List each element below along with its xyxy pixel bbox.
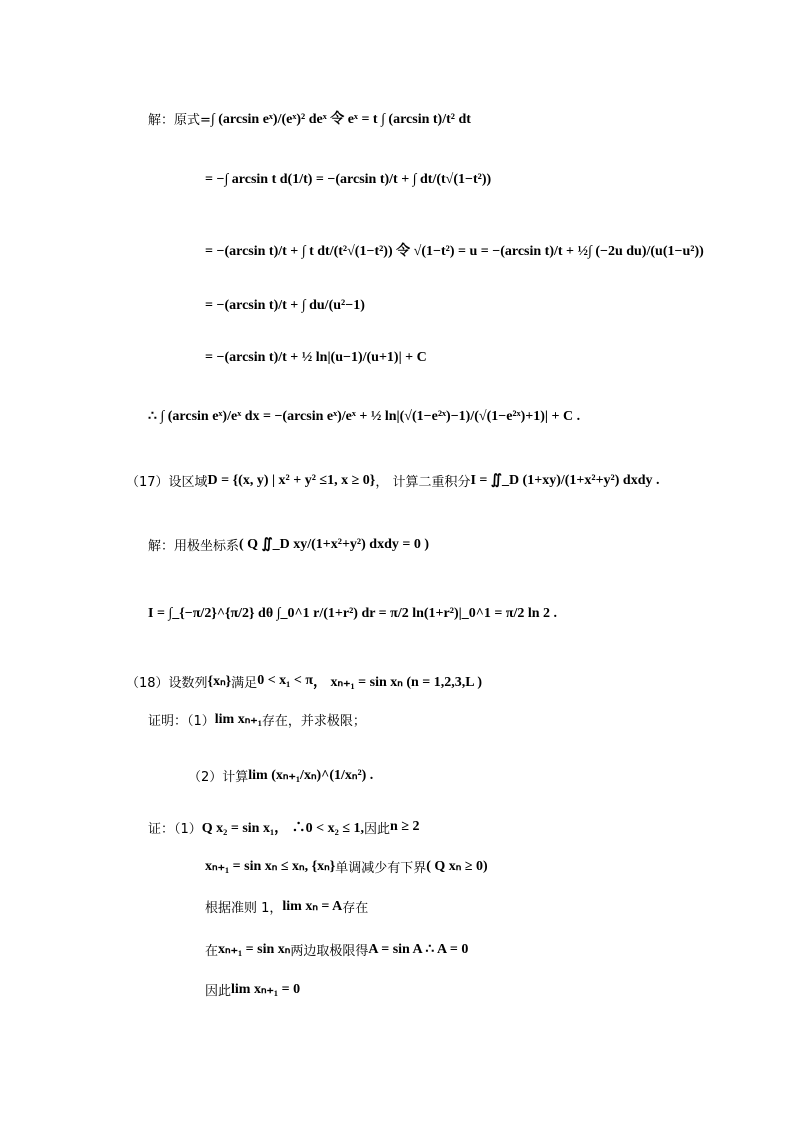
q18-proof-4: xₙ₊₁ = sin xₙ — [218, 942, 291, 957]
sol16-line-5 — [205, 350, 427, 366]
sol16-formula-5: = −(arcsin t)/t + ½ ln|(u−1)/(u+1)| + C — [205, 350, 427, 365]
q18-proof-label: 证：（1） — [148, 821, 202, 837]
sol16-line-6 — [148, 408, 580, 425]
q17-compute-label: ， 计算二重积分 — [375, 475, 471, 490]
q18-statement — [126, 671, 482, 691]
q18-proof-5: lim xₙ₊₁ = 0 — [231, 982, 301, 997]
q17-solution-label: 解：用极坐标系 — [148, 539, 240, 554]
q18-proof-3-label: 根据准则 1， — [205, 901, 283, 916]
q18-prove-2-limit: lim (xₙ₊₁/xₙ)^(1/xₙ²) . — [248, 768, 374, 783]
q18-proof-line-1 — [148, 817, 420, 837]
q18-prove-label: 证明：（1） — [148, 714, 215, 729]
sol16-line-4 — [205, 298, 365, 314]
q18-cond-2: ， xₙ₊₁ = sin xₙ (n = 1,2,3,L ) — [313, 675, 483, 690]
q17-number: （17）设区域 — [126, 475, 208, 490]
q18-proof-5-label: 因此 — [205, 984, 232, 999]
q18-proof-4-mid: 两边取极限得 — [290, 944, 369, 959]
sol16-line-2 — [205, 172, 491, 188]
q18-prove-1-tail: 存在，并求极限； — [261, 714, 366, 729]
q18-proof-1-n: n ≥ 2 — [390, 819, 420, 834]
q18-proof-line-3 — [205, 897, 368, 916]
q18-proof-2-tail: ( Q xₙ ≥ 0) — [426, 859, 488, 874]
q18-proof-line-2 — [205, 857, 488, 876]
q18-proof-4-tail: A = sin A ∴ A = 0 — [368, 942, 469, 957]
q17-solution-line-2 — [148, 606, 557, 622]
q18-cond-label: 满足 — [231, 675, 258, 691]
q17-solution-line-1 — [148, 535, 429, 554]
q18-proof-2: xₙ₊₁ = sin xₙ ≤ xₙ, {xₙ} — [205, 859, 336, 874]
sol16-line-1 — [148, 108, 471, 128]
q17-solution-reason: ( Q ∬_D xy/(1+x²+y²) dxdy = 0 ) — [239, 537, 429, 552]
q18-proof-1: Q x₂ = sin x₁， ∴0 < x₂ ≤ 1, — [201, 821, 365, 836]
q18-proof-2-mid: 单调减少有下界 — [335, 861, 427, 876]
q18-prove-2-label: （2）计算 — [188, 770, 249, 785]
q18-proof-3: lim xₙ = A — [282, 899, 343, 914]
sol16-formula-1: ∫ (arcsin eˣ)/(eˣ)² deˣ 令 eˣ = t ∫ (arcsin t)/t² dt — [210, 112, 471, 127]
q18-prove-1 — [148, 710, 366, 729]
sol16-formula-2: = −∫ arcsin t d(1/t) = −(arcsin t)/t + ∫ dt/(t√(1−t²)) — [205, 172, 492, 187]
q18-proof-line-5 — [205, 980, 300, 999]
q18-cond-1: 0 < x₁ < π — [257, 673, 314, 688]
q18-prove-2 — [188, 766, 373, 785]
q18-proof-1-tail: 因此 — [364, 821, 391, 837]
sol16-formula-6: ∴ ∫ (arcsin eˣ)/eˣ dx = −(arcsin eˣ)/eˣ + ½ ln|(√(1−e²ˣ)−1)/(√(1−e²ˣ)+1)| + C . — [148, 409, 581, 424]
sol16-formula-4: = −(arcsin t)/t + ∫ du/(u²−1) — [205, 298, 365, 313]
q18-sequence: {xₙ} — [207, 673, 232, 689]
sol16-line-3 — [205, 240, 704, 260]
sol16-formula-3: = −(arcsin t)/t + ∫ t dt/(t²√(1−t²)) 令 √(1−t²) = u = −(arcsin t)/t + ½∫ (−2u du)/(u(1−u²)) — [205, 244, 704, 259]
sol16-label: 解：原式= — [148, 112, 211, 128]
q17-solution-result: I = ∫_{−π/2}^{π/2} dθ ∫_0^1 r/(1+r²) dr = π/2 ln(1+r²)|_0^1 = π/2 ln 2 . — [148, 606, 558, 621]
q17-integral: I = ∬_D (1+xy)/(1+x²+y²) dxdy . — [470, 473, 660, 488]
q18-number: （18）设数列 — [126, 675, 208, 691]
q18-proof-line-4 — [205, 940, 468, 959]
q17-domain: D = {(x, y) | x² + y² ≤1, x ≥ 0} — [207, 472, 376, 488]
q17-statement — [126, 471, 660, 490]
q18-prove-1-limit: lim xₙ₊₁ — [214, 712, 262, 727]
q18-proof-4-label: 在 — [205, 944, 219, 959]
q18-proof-3-tail: 存在 — [342, 901, 369, 916]
